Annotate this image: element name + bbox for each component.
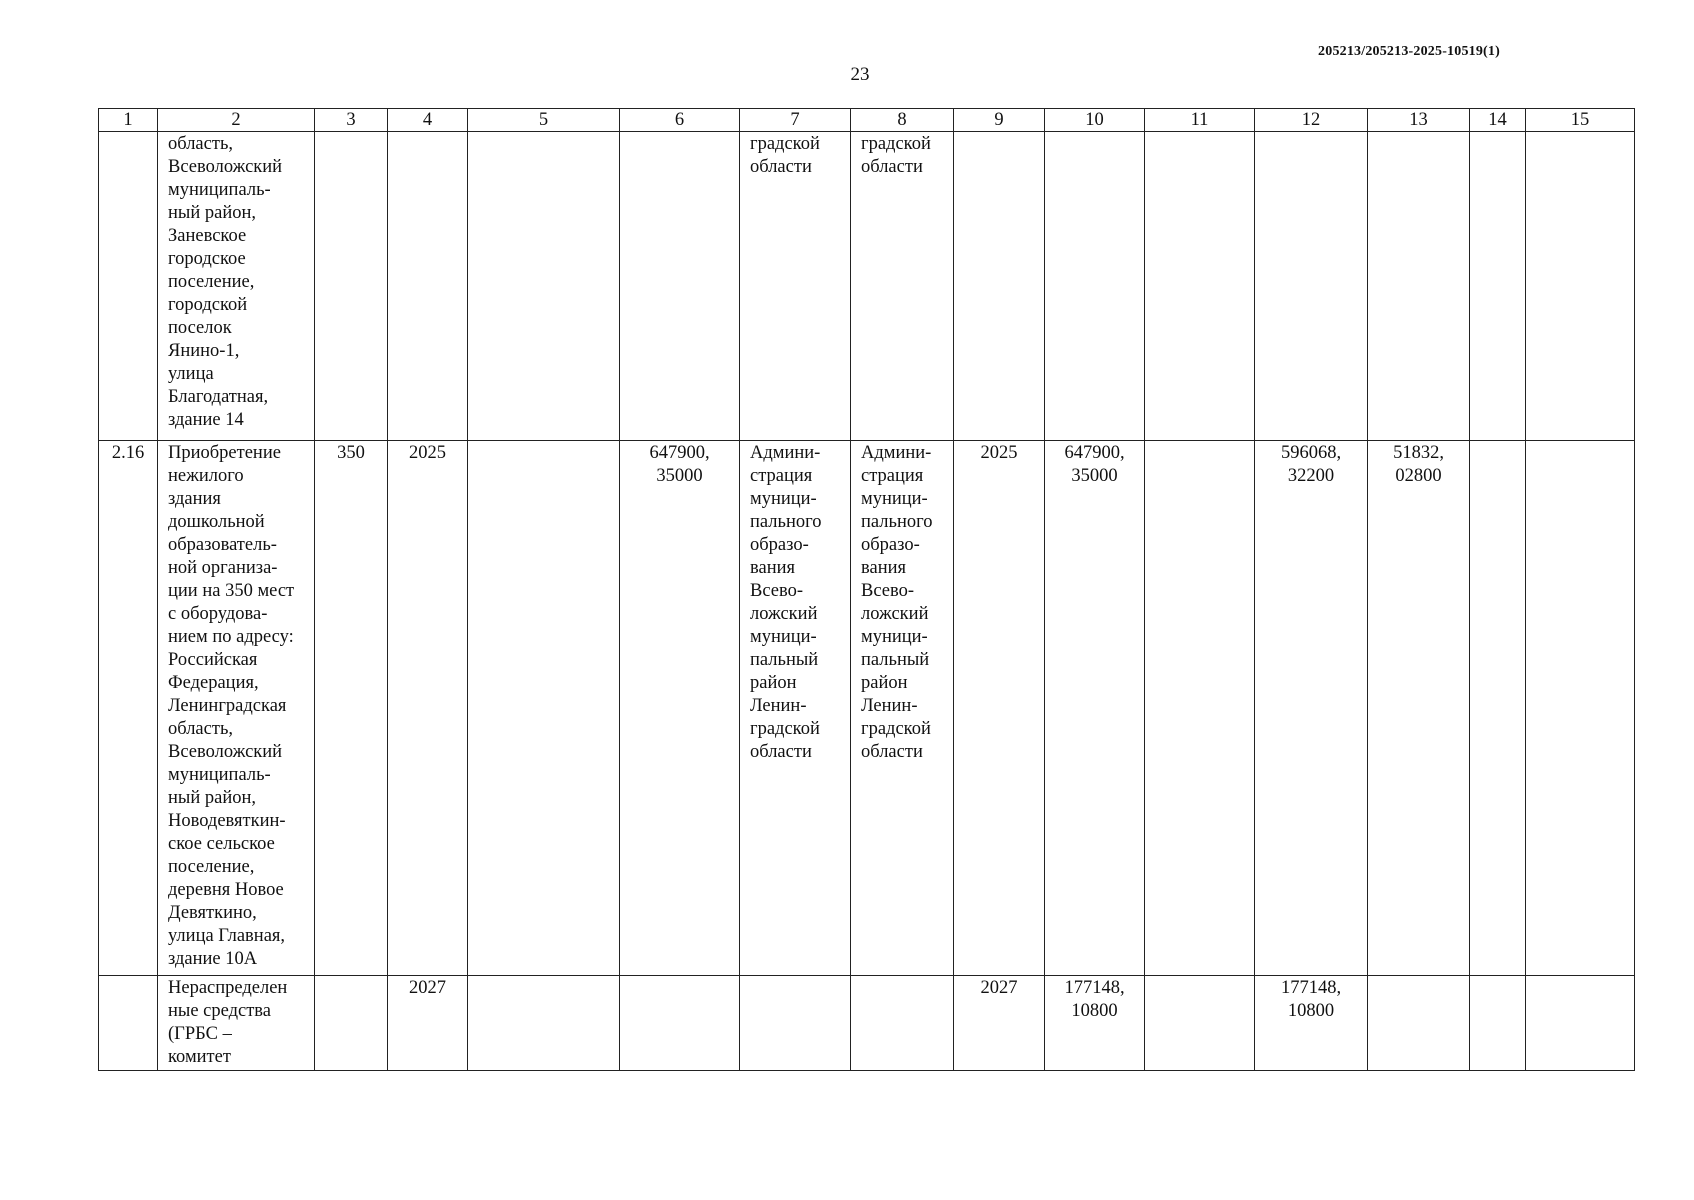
- table-cell: градской области: [851, 132, 954, 441]
- table-cell: [1368, 976, 1470, 1071]
- table-cell: Нераспределен ные средства (ГРБС – комитет: [158, 976, 315, 1071]
- column-header: 12: [1255, 109, 1368, 132]
- column-header: 13: [1368, 109, 1470, 132]
- column-header: 8: [851, 109, 954, 132]
- column-header: 10: [1045, 109, 1145, 132]
- data-table: [98, 108, 1635, 1071]
- table-cell: [1145, 976, 1255, 1071]
- table-cell: 51832, 02800: [1368, 441, 1470, 976]
- table-cell: [468, 976, 620, 1071]
- table-cell: [740, 976, 851, 1071]
- table-cell: Админи- страция муници- пального образо- вания Всево- ложский муници- пальный район Ленин- градской области: [851, 441, 954, 976]
- table-cell: 647900, 35000: [620, 441, 740, 976]
- table-cell: градской области: [740, 132, 851, 441]
- table-cell: [954, 132, 1045, 441]
- table-row: [99, 132, 1635, 441]
- column-header: 15: [1526, 109, 1635, 132]
- page-number: 23: [850, 64, 870, 85]
- column-header: 3: [315, 109, 388, 132]
- table-cell: [468, 132, 620, 441]
- table-cell: [1470, 976, 1526, 1071]
- column-header: 4: [388, 109, 468, 132]
- table-cell: 647900, 35000: [1045, 441, 1145, 976]
- table-cell: [1470, 132, 1526, 441]
- table-cell: 177148, 10800: [1255, 976, 1368, 1071]
- column-header: 7: [740, 109, 851, 132]
- table-cell: [1145, 441, 1255, 976]
- table-cell: 2.16: [99, 441, 158, 976]
- table-cell: 350: [315, 441, 388, 976]
- table-cell: [1145, 132, 1255, 441]
- table-cell: [99, 976, 158, 1071]
- table-cell: 2025: [388, 441, 468, 976]
- column-header: 2: [158, 109, 315, 132]
- table-cell: 596068, 32200: [1255, 441, 1368, 976]
- table-cell: [1526, 976, 1635, 1071]
- document-id: 205213/205213-2025-10519(1): [1318, 44, 1500, 59]
- table-cell: [1526, 132, 1635, 441]
- column-number-row: [99, 109, 1635, 132]
- column-header: 5: [468, 109, 620, 132]
- table-cell: [388, 132, 468, 441]
- table-cell: [1368, 132, 1470, 441]
- table-row: [99, 441, 1635, 976]
- table-cell: [1526, 441, 1635, 976]
- column-header: 11: [1145, 109, 1255, 132]
- table-cell: 2027: [954, 976, 1045, 1071]
- table-cell: Приобретение нежилого здания дошкольной образователь- ной организа- ции на 350 мест с оборудова- нием по адресу: Российская Федерация, Ленинградская область, Всеволожский муниципаль- ный район, Новодевяткин- ское сельское поселение, деревня Новое Девяткино, улица Главная, здание 10А: [158, 441, 315, 976]
- table-cell: область, Всеволожский муниципаль- ный район, Заневское городское поселение, городской поселок Янино-1, улица Благодатная, здание 14: [158, 132, 315, 441]
- column-header: 6: [620, 109, 740, 132]
- table-row: [99, 976, 1635, 1071]
- table-cell: [620, 976, 740, 1071]
- table-cell: [620, 132, 740, 441]
- table-cell: [1045, 132, 1145, 441]
- table-cell: [1470, 441, 1526, 976]
- table-cell: [315, 976, 388, 1071]
- table-cell: 2027: [388, 976, 468, 1071]
- column-header: 9: [954, 109, 1045, 132]
- table-cell: Админи- страция муници- пального образо- вания Всево- ложский муници- пальный район Ленин- градской области: [740, 441, 851, 976]
- column-header: 1: [99, 109, 158, 132]
- table-cell: [99, 132, 158, 441]
- column-header: 14: [1470, 109, 1526, 132]
- table-cell: [315, 132, 388, 441]
- table-cell: 177148, 10800: [1045, 976, 1145, 1071]
- table-cell: 2025: [954, 441, 1045, 976]
- table-cell: [851, 976, 954, 1071]
- table-cell: [468, 441, 620, 976]
- table-cell: [1255, 132, 1368, 441]
